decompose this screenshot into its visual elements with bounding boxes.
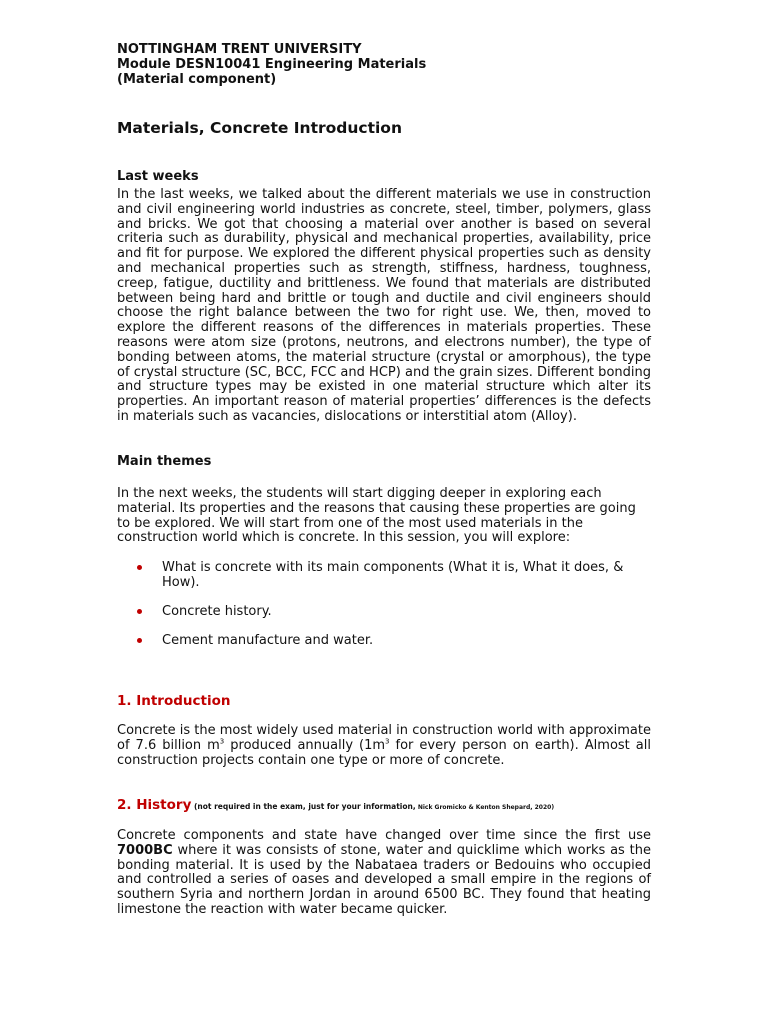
module-name: Module DESN10041 Engineering Materials [117,57,427,72]
intro-text-a: Concrete is the most widely used material in construction world with approximate of 7.6 billion m [117,723,651,753]
bullet-icon [137,638,142,643]
intro-superscript-a: 3 [219,737,225,746]
page-title: Materials, Concrete Introduction [117,119,402,137]
history-paragraph [117,829,651,918]
history-heading-line [117,797,554,813]
history-bold-date: 7000BC [117,842,173,858]
history-note: (not required in the exam, just for your information, [191,802,416,811]
main-themes-paragraph: In the next weeks, the students will start digging deeper in exploring each material. Its properties and the reasons that causing these properties are going to be explored. We will start from one of the most used materials in the construction world which is concrete. In this session, you will explore: [117,486,636,546]
intro-text-c: for every person on earth). Almost all construction projects contain one type or more of concrete. [117,737,651,768]
list-item [117,633,651,648]
history-text-b: where it was consists of stone, water and quicklime which works as the bonding material. It is used by the Nabataea traders or Bedouins who occupied and controlled a series of oases and developed a small empire in the regions of southern Syria and northern Jordan in around 6500 BC. They found that heating limestone the reaction with water became quicker. [117,842,651,917]
list-item-text: Cement manufacture and water. [162,633,374,648]
history-citation: Nick Gromicko & Kenton Shepard, 2020) [415,804,555,811]
introduction-paragraph [117,724,651,768]
intro-superscript-b: 3 [385,737,390,746]
themes-list [117,560,651,648]
list-item [117,604,651,619]
component-name: (Material component) [117,72,277,87]
history-heading: 2. History [117,797,192,813]
history-text-a: Concrete components and state have changed over time since the first use [117,828,651,843]
list-item-text: What is concrete with its main components (What it is, What it does, & How). [162,560,624,590]
last-weeks-heading: Last weeks [117,169,199,184]
last-weeks-paragraph: In the last weeks, we talked about the different materials we use in construction and civil engineering world industries as concrete, steel, timber, polymers, glass and bricks. We got that choosing a material over another is based on several criteria such as durability, physical and mechanical properties, availability, price and fit for purpose. We explored the different physical properties such as density and mechanical properties such as strength, stiffness, hardness, toughness, creep, fatigue, ductility and brittleness. We found that materials are distributed between being hard and brittle or tough and ductile and civil engineers should choose the right balance between the two for right use. We, then, moved to explore the different reasons of the differences in materials properties. These reasons were atom size (protons, neutrons, and electrons number), the type of bonding between atoms, the material structure (crystal or amorphous), the type of crystal structure (SC, BCC, FCC and HCP) and the grain sizes. Different bonding and structure types may be existed in one material structure which alter its properties. An important reason of material properties’ differences is the defects in materials such as vacancies, dislocations or interstitial atom (Alloy). [117,187,651,424]
intro-text-b: produced annually (1m [224,737,386,753]
list-item [117,560,651,590]
bullet-icon [137,565,142,570]
university-name: NOTTINGHAM TRENT UNIVERSITY [117,42,362,57]
document-header [117,42,426,87]
bullet-icon [137,609,142,614]
list-item-text: Concrete history. [162,604,272,619]
introduction-heading: 1. Introduction [117,693,231,709]
main-themes-heading: Main themes [117,454,212,469]
